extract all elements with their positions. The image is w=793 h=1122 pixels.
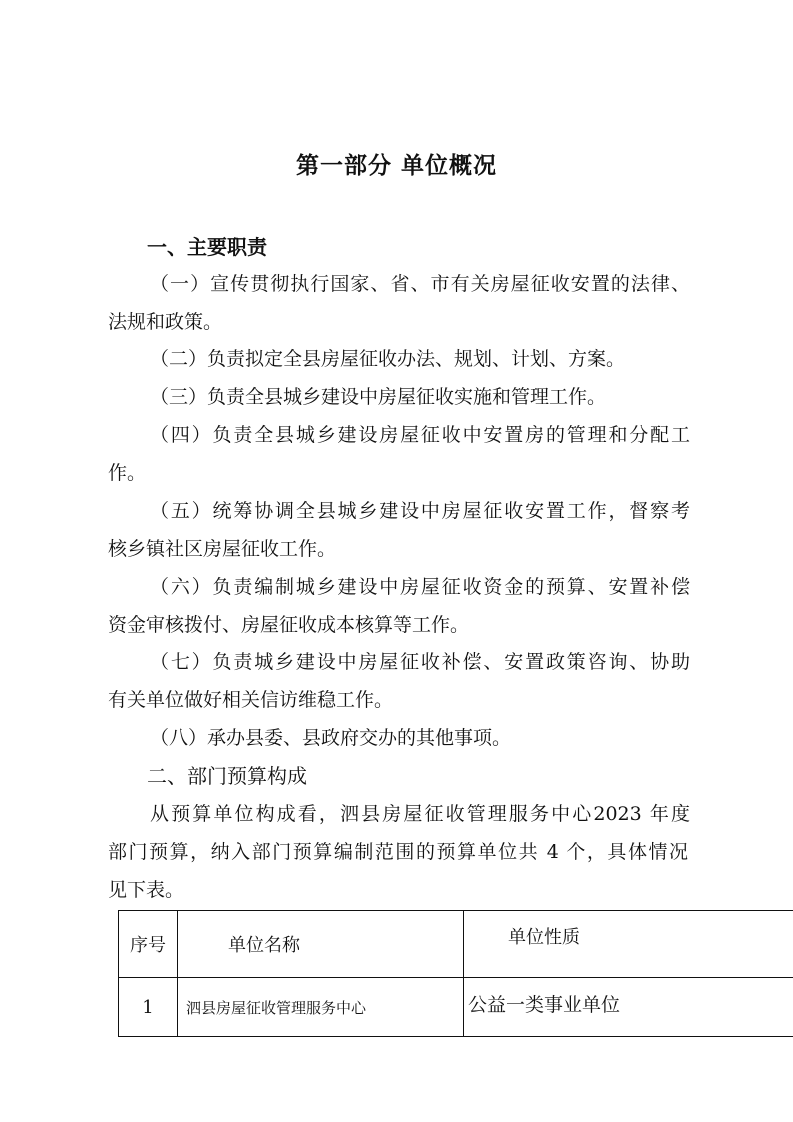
cell-seq: 1: [119, 978, 178, 1037]
page-title: 第一部分 单位概况: [295, 153, 497, 179]
header-unit-name: 单位名称: [178, 911, 464, 978]
table-row: [119, 978, 793, 1037]
table-header-row: [119, 911, 793, 978]
cell-unit-name: 泗县房屋征收管理服务中心: [178, 978, 464, 1037]
duty-item-1-line-2: 法规和政策。: [108, 311, 223, 333]
duty-item-5-line-2: 核乡镇社区房屋征收工作。: [108, 538, 337, 560]
duty-item-4-line-2: 作。: [108, 462, 147, 484]
budget-paragraph-line-2: 部门预算，纳入部门预算编制范围的预算单位共 4 个，具体情况: [108, 841, 688, 863]
duty-item-6-line-2: 资金审核拨付、房屋征收成本核算等工作。: [108, 614, 470, 636]
duty-item-8: （八）承办县委、县政府交办的其他事项。: [150, 727, 512, 749]
duty-item-7-line-2: 有关单位做好相关信访维稳工作。: [108, 689, 394, 711]
budget-unit-table: [118, 910, 793, 1037]
duty-item-6-line-1: （六）负责编制城乡建设中房屋征收资金的预算、安置补偿: [150, 576, 690, 598]
budget-paragraph-line-3: 见下表。: [108, 879, 185, 901]
section-heading-budget: 二、部门预算构成: [147, 764, 307, 788]
cell-unit-type: 公益一类事业单位: [464, 978, 793, 1037]
duty-item-1-line-1: （一）宣传贯彻执行国家、省、市有关房屋征收安置的法律、: [150, 273, 690, 295]
budget-paragraph-line-1: 从预算单位构成看，泗县房屋征收管理服务中心2023 年度: [150, 803, 690, 825]
header-unit-type: 单位性质: [464, 911, 793, 978]
duty-item-2: （二）负责拟定全县房屋征收办法、规划、计划、方案。: [150, 348, 626, 370]
duty-item-4-line-1: （四）负责全县城乡建设房屋征收中安置房的管理和分配工: [150, 424, 690, 446]
section-heading-duties: 一、主要职责: [147, 235, 267, 259]
header-seq: 序号: [119, 911, 178, 978]
duty-item-3: （三）负责全县城乡建设中房屋征收实施和管理工作。: [150, 386, 607, 408]
duty-item-5-line-1: （五）统筹协调全县城乡建设中房屋征收安置工作，督察考: [150, 500, 690, 522]
duty-item-7-line-1: （七）负责城乡建设中房屋征收补偿、安置政策咨询、协助: [150, 651, 690, 673]
